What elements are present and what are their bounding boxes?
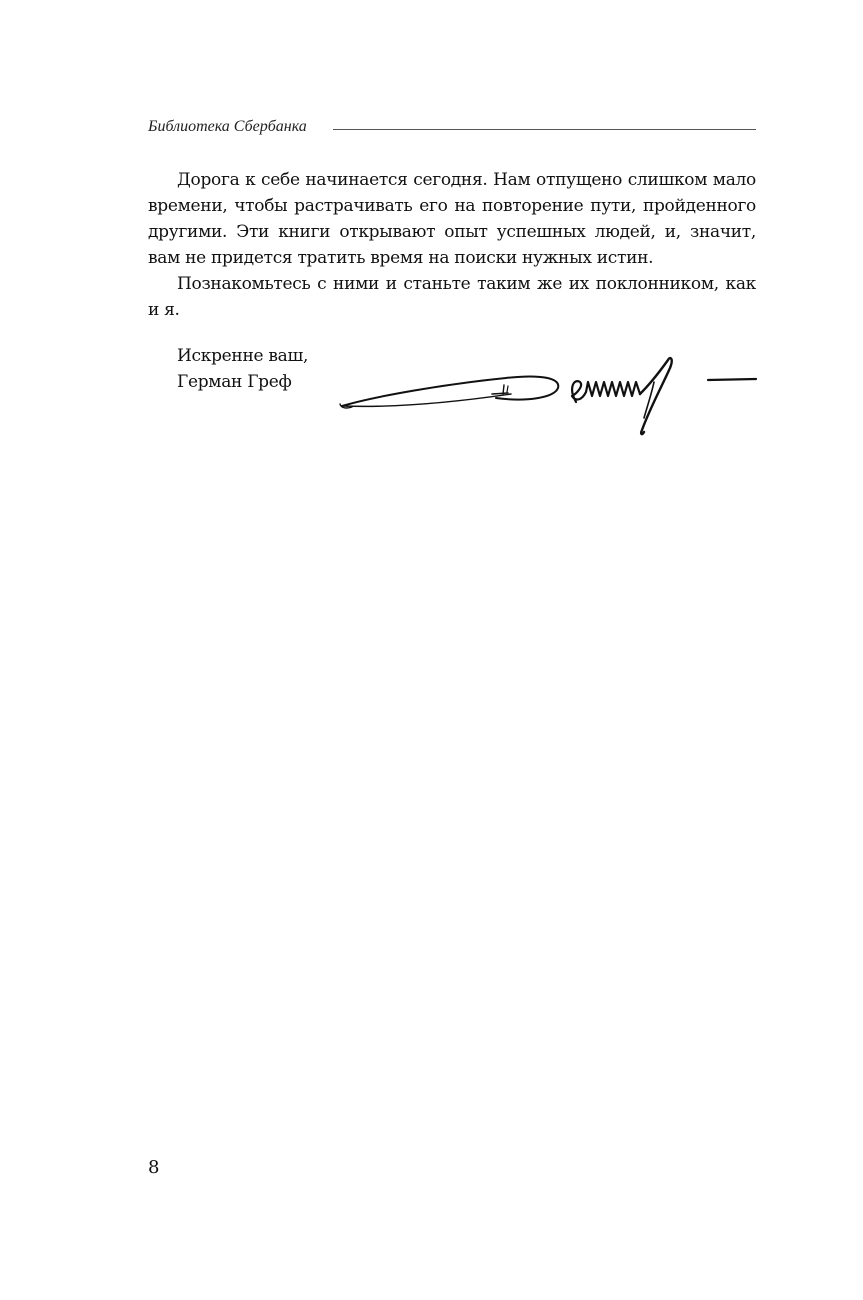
running-header	[148, 117, 756, 137]
salutation: Искренне ваш,	[177, 346, 309, 366]
author-name: Герман Греф	[177, 372, 292, 392]
paragraph: Дорога к себе начинается сегодня. Нам отпущено слишком мало времени, чтобы растрачивать его на повторение пути, пройденного другими. Эти книги открывают опыт успешных людей, и, значит, вам не придется тратить время на поиски нужных истин.	[148, 170, 756, 268]
page-number: 8	[148, 1157, 160, 1178]
closing	[177, 343, 308, 395]
series-title: Библиотека Сбербанка	[148, 118, 307, 135]
body-text	[148, 167, 756, 323]
header-rule	[333, 129, 756, 130]
signature-image	[336, 352, 760, 438]
paragraph: Познакомьтесь с ними и станьте таким же их поклонником, как и я.	[148, 274, 756, 320]
